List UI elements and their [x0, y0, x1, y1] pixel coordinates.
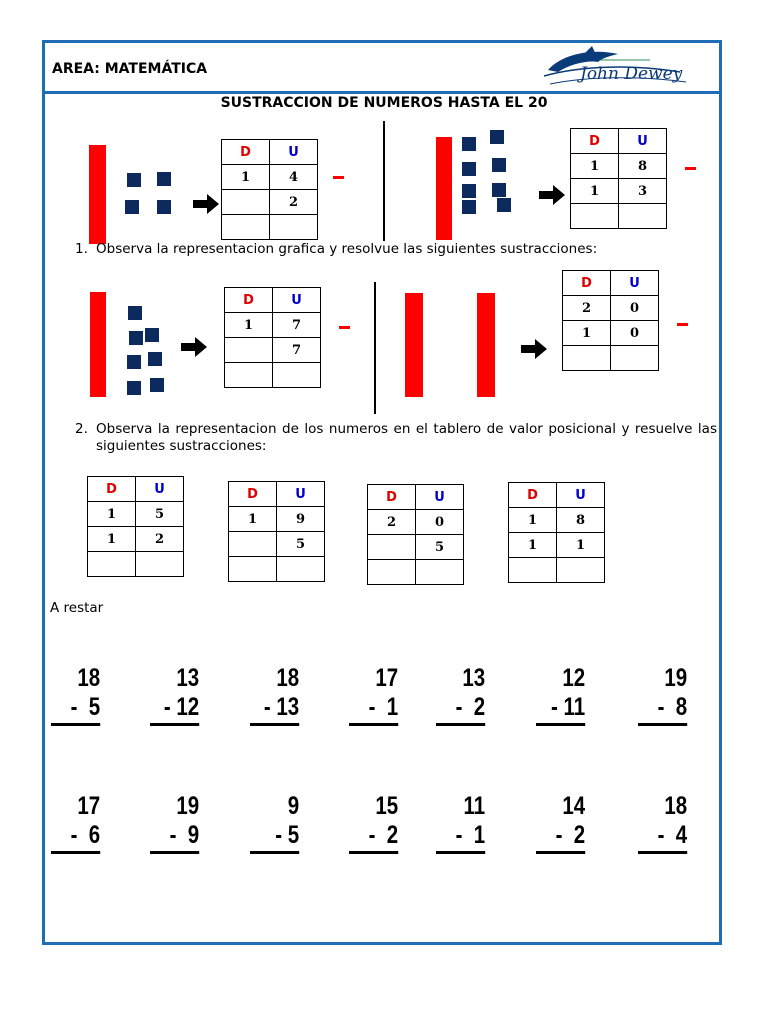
table-cell[interactable]: [557, 558, 605, 583]
subtrahend: - 1: [436, 821, 485, 854]
table-cell: 5: [416, 535, 464, 560]
instruction-2: [75, 421, 717, 455]
place-value-table-3: [224, 287, 321, 388]
subtrahend: - 2: [436, 693, 485, 726]
tens-header: D: [571, 129, 619, 154]
subtraction-problem: [436, 792, 485, 854]
table-cell: 1: [571, 154, 619, 179]
table-cell[interactable]: [277, 557, 325, 582]
right-arrow-icon: [539, 185, 565, 205]
table-cell[interactable]: [509, 558, 557, 583]
instruction-number: 1.: [75, 241, 88, 257]
tens-header: D: [563, 271, 611, 296]
table-cell: 2: [368, 510, 416, 535]
unit-cube: [157, 172, 171, 186]
right-arrow-icon: [521, 339, 547, 359]
subtraction-problem: [51, 664, 100, 726]
table-cell[interactable]: [222, 215, 270, 240]
table-cell: 2: [136, 527, 184, 552]
units-header: U: [619, 129, 667, 154]
table-cell[interactable]: [611, 346, 659, 371]
unit-cube: [462, 200, 476, 214]
tens-header: D: [88, 477, 136, 502]
table-cell: 0: [611, 296, 659, 321]
subtraction-problem: [638, 792, 687, 854]
table-cell: 4: [270, 165, 318, 190]
table-cell: 7: [273, 313, 321, 338]
table-cell: 5: [136, 502, 184, 527]
minuend: 13: [176, 664, 200, 692]
table-cell: 1: [571, 179, 619, 204]
table-cell: 9: [277, 507, 325, 532]
table-cell: 2: [563, 296, 611, 321]
place-value-table-6: [228, 481, 325, 582]
subtraction-problem: [51, 792, 100, 854]
unit-cube: [148, 352, 162, 366]
ten-bar: [436, 137, 452, 240]
right-arrow-icon: [193, 194, 219, 214]
minuend: 12: [562, 664, 586, 692]
subtrahend: - 2: [349, 821, 398, 854]
table-cell: 1: [509, 533, 557, 558]
minuend: 13: [462, 664, 486, 692]
table-cell[interactable]: [416, 560, 464, 585]
unit-cube: [497, 198, 511, 212]
instruction-1: [75, 241, 717, 258]
place-value-table-8: [508, 482, 605, 583]
subtrahend: - 4: [638, 821, 687, 854]
unit-cube: [128, 306, 142, 320]
table-cell: 1: [229, 507, 277, 532]
unit-cube: [462, 162, 476, 176]
subtrahend: - 1: [349, 693, 398, 726]
place-value-table-1: [221, 139, 318, 240]
subtraction-problem: [150, 664, 199, 726]
subtraction-problem: [150, 792, 199, 854]
unit-cube: [127, 173, 141, 187]
table-cell: [368, 535, 416, 560]
subtraction-problem: [349, 664, 398, 726]
instruction-text: Observa la representacion de los numeros en el tablero de valor posicional y resuelve las siguientes sustracciones:: [96, 421, 717, 454]
john-dewey-logo: [540, 46, 690, 90]
table-cell: 1: [225, 313, 273, 338]
units-header: U: [557, 483, 605, 508]
table-cell: 1: [222, 165, 270, 190]
minus-sign: [677, 323, 688, 326]
dolphin-logo-icon: [540, 46, 690, 90]
units-header: U: [611, 271, 659, 296]
minuend: 19: [176, 792, 200, 820]
unit-cube: [145, 328, 159, 342]
subtrahend: - 13: [250, 693, 299, 726]
tens-header: D: [509, 483, 557, 508]
minuend: 14: [562, 792, 586, 820]
table-cell[interactable]: [619, 204, 667, 229]
unit-cube: [492, 158, 506, 172]
table-cell[interactable]: [136, 552, 184, 577]
table-cell: 8: [619, 154, 667, 179]
page-title: SUSTRACCION DE NUMEROS HASTA EL 20: [220, 95, 548, 111]
tens-header: D: [368, 485, 416, 510]
logo-text: John Dewey: [580, 64, 683, 84]
ten-bar: [477, 293, 495, 397]
table-cell[interactable]: [273, 363, 321, 388]
place-value-table-4: [562, 270, 659, 371]
minus-sign: [333, 176, 344, 179]
vertical-divider: [383, 121, 385, 241]
subtraction-problem: [349, 792, 398, 854]
units-header: U: [270, 140, 318, 165]
table-cell: 1: [88, 502, 136, 527]
subtrahend: - 12: [150, 693, 199, 726]
exercises-label: A restar: [50, 600, 104, 616]
unit-cube: [125, 200, 139, 214]
unit-cube: [150, 378, 164, 392]
unit-cube: [127, 381, 141, 395]
units-header: U: [416, 485, 464, 510]
instruction-number: 2.: [75, 421, 88, 437]
subtraction-problem: [250, 664, 299, 726]
table-cell[interactable]: [229, 557, 277, 582]
table-cell: 5: [277, 532, 325, 557]
unit-cube: [492, 183, 506, 197]
table-cell: 0: [416, 510, 464, 535]
unit-cube: [129, 331, 143, 345]
table-cell[interactable]: [225, 363, 273, 388]
table-cell: 1: [563, 321, 611, 346]
minuend: 19: [664, 664, 688, 692]
place-value-table-2: [570, 128, 667, 229]
subtraction-problem: [536, 664, 585, 726]
unit-cube: [490, 130, 504, 144]
table-cell[interactable]: [368, 560, 416, 585]
minuend: 18: [664, 792, 688, 820]
right-arrow-icon: [181, 337, 207, 357]
minuend: 17: [375, 664, 399, 692]
table-cell: 1: [88, 527, 136, 552]
table-cell: [229, 532, 277, 557]
minuend: 11: [463, 792, 486, 820]
header-divider: [42, 91, 722, 94]
subtrahend: - 5: [250, 821, 299, 854]
table-cell: 7: [273, 338, 321, 363]
subtrahend: - 2: [536, 821, 585, 854]
tens-header: D: [229, 482, 277, 507]
minuend: 17: [77, 792, 101, 820]
subtraction-problem: [436, 664, 485, 726]
subtrahend: - 11: [536, 693, 585, 726]
minuend: 18: [77, 664, 101, 692]
minuend: 9: [287, 792, 300, 820]
ten-bar: [89, 145, 106, 244]
unit-cube: [127, 355, 141, 369]
subtrahend: - 5: [51, 693, 100, 726]
subtraction-problem: [536, 792, 585, 854]
subtraction-problem: [638, 664, 687, 726]
table-cell: [222, 190, 270, 215]
units-header: U: [273, 288, 321, 313]
table-cell: 0: [611, 321, 659, 346]
ten-bar: [405, 293, 423, 397]
unit-cube: [462, 137, 476, 151]
units-header: U: [277, 482, 325, 507]
tens-header: D: [222, 140, 270, 165]
minus-sign: [339, 326, 350, 329]
table-cell: 1: [557, 533, 605, 558]
place-value-table-7: [367, 484, 464, 585]
table-cell[interactable]: [88, 552, 136, 577]
minus-sign: [685, 167, 696, 170]
ten-bar: [90, 292, 106, 397]
instruction-text: Observa la representacion grafica y resolvue las siguientes sustracciones:: [96, 241, 598, 257]
units-header: U: [136, 477, 184, 502]
table-cell[interactable]: [571, 204, 619, 229]
unit-cube: [157, 200, 171, 214]
unit-cube: [462, 184, 476, 198]
place-value-table-5: [87, 476, 184, 577]
table-cell: [225, 338, 273, 363]
table-cell: 3: [619, 179, 667, 204]
table-cell: 1: [509, 508, 557, 533]
minuend: 18: [276, 664, 300, 692]
table-cell[interactable]: [563, 346, 611, 371]
vertical-divider: [374, 282, 376, 414]
table-cell: 8: [557, 508, 605, 533]
minuend: 15: [375, 792, 399, 820]
table-cell[interactable]: [270, 215, 318, 240]
subtrahend: - 6: [51, 821, 100, 854]
tens-header: D: [225, 288, 273, 313]
subtrahend: - 8: [638, 693, 687, 726]
area-label: AREA: MATEMÁTICA: [52, 61, 208, 77]
subtraction-problem: [250, 792, 299, 854]
table-cell: 2: [270, 190, 318, 215]
subtrahend: - 9: [150, 821, 199, 854]
